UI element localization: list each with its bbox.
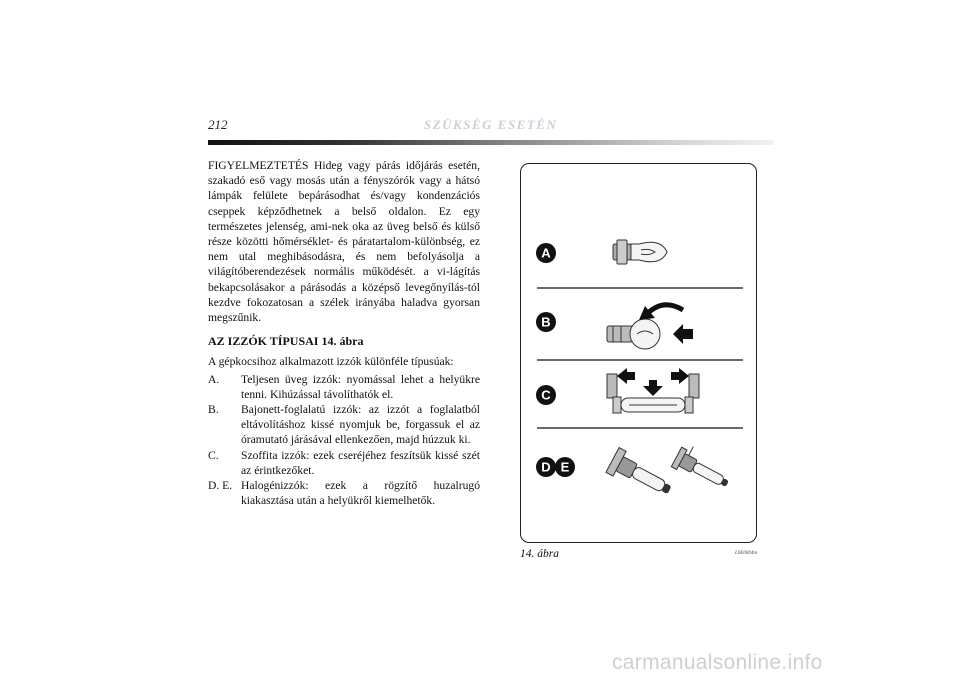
bulb-types-figure	[520, 163, 757, 543]
list-marker: D. E.	[208, 479, 233, 493]
intro-paragraph: A gépkocsihoz alkalmazott izzók különféle típusúak:	[208, 355, 454, 369]
badge-b	[536, 312, 556, 332]
badge-e	[555, 457, 575, 477]
badge-a	[536, 243, 556, 263]
down-arrow-icon	[643, 380, 663, 396]
section-heading: AZ IZZÓK TÍPUSAI 14. ábra	[208, 334, 364, 349]
push-arrow-icon	[673, 324, 693, 344]
badge-c-label: C	[541, 387, 551, 403]
list-text: Halogénizzók: ezek a rögzítő huzalrugó kiakasztása után a helyükről kiemelhetők.	[241, 479, 480, 508]
badge-d	[536, 457, 556, 477]
text-column	[208, 158, 480, 508]
watermark: carmanualsonline.info	[612, 651, 823, 674]
page-number: 212	[208, 117, 228, 132]
list-marker: C.	[208, 448, 219, 462]
list-item	[208, 478, 480, 508]
section-title: SZÜKSÉG ESETÉN	[424, 117, 558, 132]
list-text: Szoffita izzók: ezek cseréjéhez feszítsük kissé szét az érintkezőket.	[241, 448, 480, 477]
header-rule	[208, 140, 774, 145]
halogen-bulb-e-icon	[671, 442, 734, 493]
list-item	[208, 402, 480, 448]
list-marker: B.	[208, 403, 219, 417]
list-item	[208, 372, 480, 402]
badge-e-label: E	[560, 459, 570, 475]
list-marker: A.	[208, 372, 220, 386]
glass-wedge-bulb-icon	[613, 240, 667, 264]
warning-paragraph: FIGYELMEZTETÉS Hideg vagy párás időjárás esetén, szakadó eső vagy mosás után a fényszórók vagy a hátsó lámpák felülete bepárásodhat és/vagy kondenzációs cseppek képződhetnek a belső oldalon. Ez egy természetes jelenség, ami-nek oka az üveg belső és külső része közötti hőmérséklet- és páratartalom-különbség, ez nem utal meghibásodásra, és nem befolyásolja a világítóberendezések normális működését. a vi-lágítás bekapcsolásakor a párásodás a középső levegőnyílás-tól kezdve fokozatosan a szélek irányába haladva gyorsan megszűnik.	[208, 159, 480, 325]
rotate-arrow-icon	[639, 305, 683, 320]
list-item	[208, 448, 480, 478]
halogen-bulb-d-icon	[606, 448, 676, 503]
figure-code: L0E0004m	[735, 551, 757, 556]
list-text: Bajonett-foglalatú izzók: az izzót a foglalatból eltávolításhoz kissé nyomjuk be, forgassuk el az óramutató járásával ellenkezően, majd húzzuk ki.	[241, 403, 480, 447]
spread-arrow-right-icon	[671, 368, 689, 384]
list-text: Teljesen üveg izzók: nyomással lehet a helyükre tenni. Kihúzással távolíthatók el.	[241, 372, 480, 401]
badge-a-label: A	[541, 245, 551, 261]
figure-caption: 14. ábra	[520, 548, 559, 560]
badge-d-label: D	[541, 459, 551, 475]
spread-arrow-left-icon	[617, 368, 635, 384]
badge-c	[536, 385, 556, 405]
bayonet-bulb-icon	[607, 319, 660, 349]
badge-b-label: B	[541, 314, 551, 330]
